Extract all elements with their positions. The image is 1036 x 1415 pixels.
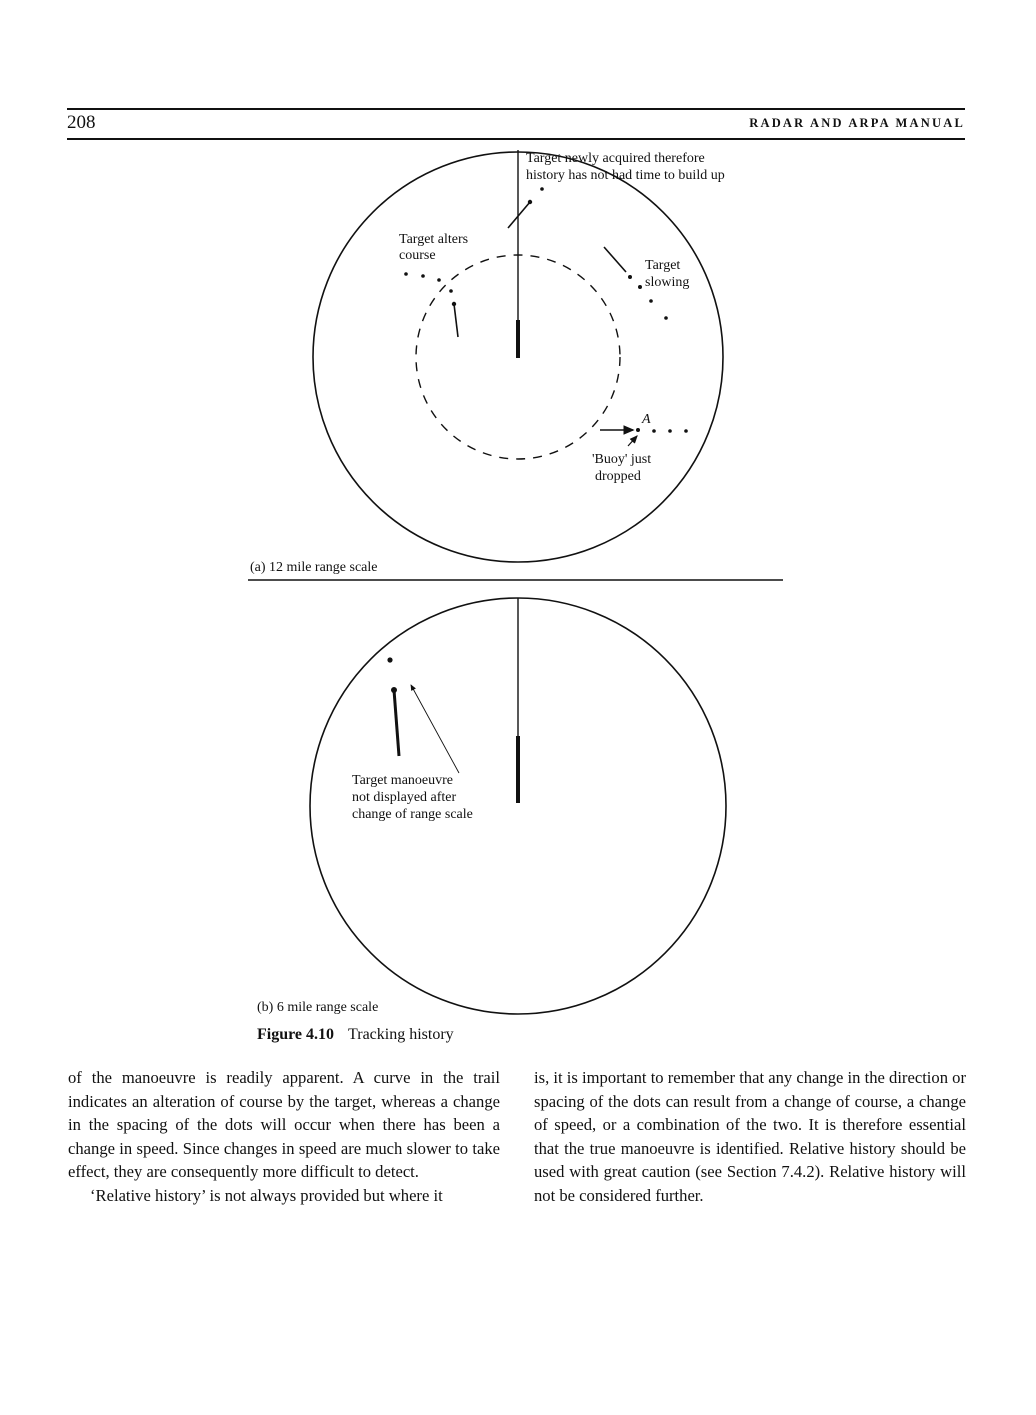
figure-number: Figure 4.10 bbox=[257, 1026, 335, 1043]
annotation-manoeuvre-3: change of range scale bbox=[352, 807, 473, 822]
paragraph: is, it is important to remember that any change in the direction or spacing of the dots can result from a change of course, a change of speed, or a combination of the two. It is therefore essential that the true manoeuvre is identified. Relative history should be used with great caution (see Section 7.4.2). Relative history will not be considered further. bbox=[534, 1068, 966, 1205]
radar-display-panel-b bbox=[257, 598, 726, 1015]
alters-course-target-vector bbox=[454, 304, 458, 337]
annotation-buoy-1: 'Buoy' just bbox=[592, 452, 652, 467]
annotation-alters-course-2: course bbox=[399, 248, 436, 263]
newly-acquired-target-vector bbox=[508, 202, 530, 228]
body-column-right bbox=[534, 1066, 966, 1208]
panel-b-label: (b) 6 mile range scale bbox=[257, 1000, 379, 1015]
figure-caption bbox=[257, 1026, 454, 1044]
annotation-newly-acquired-2: history has not had time to build up bbox=[526, 168, 725, 183]
annotation-alters-course-1: Target alters bbox=[399, 232, 469, 247]
paragraph: ‘Relative history’ is not always provided but where it bbox=[90, 1185, 443, 1205]
target-vector bbox=[394, 690, 399, 756]
annotation-slowing-1: Target bbox=[645, 258, 681, 273]
page-number: 208 bbox=[67, 112, 96, 133]
paragraph: of the manoeuvre is readily apparent. A curve in the trail indicates an alteration of course by the target, whereas a change in the spacing of the dots will occur when there has been a change in speed. Since changes in speed are much slower to take effect, they are consequently more difficult to detect. bbox=[68, 1068, 500, 1182]
figure-title: Tracking history bbox=[348, 1026, 454, 1043]
manoeuvre-pointer-arrow bbox=[411, 685, 459, 773]
slowing-target-vector bbox=[604, 247, 626, 272]
running-title: RADAR AND ARPA MANUAL bbox=[749, 116, 965, 130]
annotation-newly-acquired-1: Target newly acquired therefore bbox=[526, 151, 705, 166]
radar-display-panel-a bbox=[250, 150, 725, 575]
annotation-point-a: A bbox=[642, 412, 651, 427]
body-column-left bbox=[68, 1066, 500, 1208]
annotation-slowing-2: slowing bbox=[645, 275, 690, 290]
annotation-buoy-2: dropped bbox=[595, 469, 641, 484]
panel-a-label: (a) 12 mile range scale bbox=[250, 560, 378, 575]
annotation-manoeuvre-1: Target manoeuvre bbox=[352, 773, 453, 788]
buoy-pointer-arrow bbox=[628, 436, 637, 446]
annotation-manoeuvre-2: not displayed after bbox=[352, 790, 457, 805]
